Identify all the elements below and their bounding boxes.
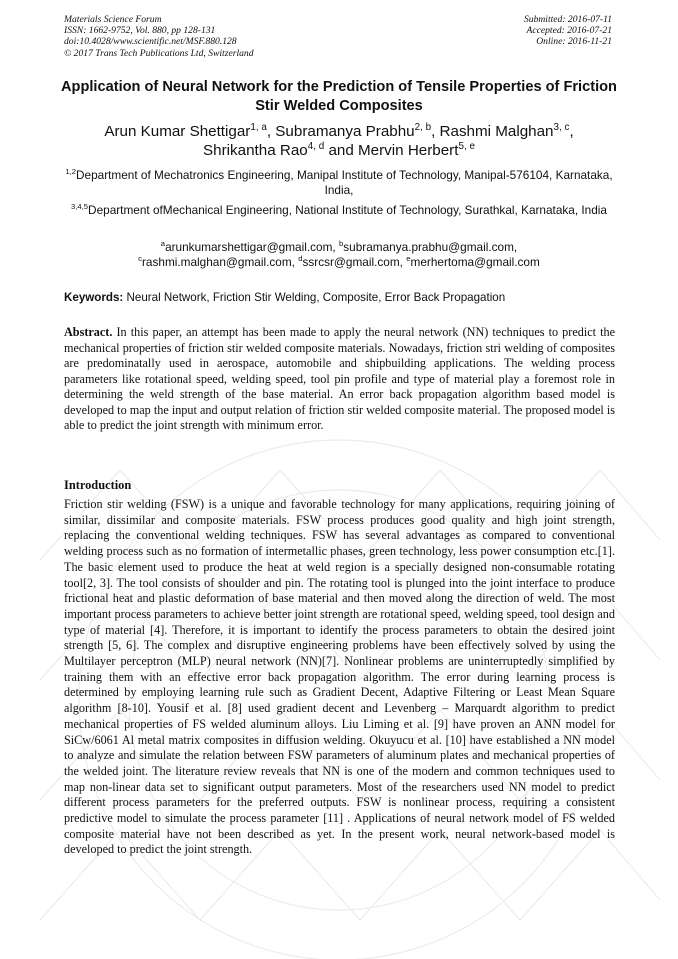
submitted-date: Submitted: 2016-07-11: [523, 14, 612, 25]
affiliation-sup: 3,4,5: [71, 202, 89, 212]
author-sup: 1, a: [250, 121, 267, 133]
author-name: Subramanya Prabhu: [275, 123, 415, 140]
email-link[interactable]: ssrcsr@gmail.com,: [302, 255, 403, 269]
affiliation-sup: 1,2: [65, 167, 76, 177]
section-heading-introduction: Introduction: [64, 478, 132, 492]
journal-name: Materials Science Forum: [64, 14, 162, 25]
keywords: [64, 291, 616, 305]
author-emails: $^a$arunkumarshettigar@gmail.com, $^b$subramanya.prabhu@gmail.com, $^c$rashmi.malghan@gmail.com, $^d$ssrcsr@gmail.com, $^e$merhertoma@gmail.com: [138, 239, 540, 269]
affiliation-1: [60, 168, 618, 197]
affiliation-2: [60, 203, 618, 218]
abstract: [64, 325, 615, 434]
author-name: Mervin Herbert: [358, 142, 459, 159]
keywords-text: Neural Network, Friction Stir Welding, Composite, Error Back Propagation: [126, 291, 506, 304]
journal-issn: ISSN: 1662-9752, Vol. 880, pp 128-131: [64, 25, 216, 37]
affiliation-text: Department of Mechatronics Engineering, Manipal Institute of Technology, Manipal-576104, Karnataka, India,: [76, 168, 613, 197]
abstract-text: In this paper, an attempt has been made to apply the neural network (NN) techniques to predict the mechanical properties of friction stir welded composite materials. Nowadays, friction stri welding of composites are predominatally used in aerospace, automobile and shipbuilding applications. The welding process parameters like rotational speed, welding speed, tool pin profile and type of material play a foremost role in determining the weld strength of the base material. An error back propagation algorithm based model is developed to map the input and output relation of friction stir welded composite material. The proposed model is able to predict the joint strength with minimum error.: [64, 325, 615, 432]
author-sup: 4, d: [307, 140, 325, 152]
email-link[interactable]: subramanya.prabhu@gmail.com,: [343, 240, 518, 254]
author-sup: 2, b: [414, 121, 432, 133]
email-link[interactable]: merhertoma@gmail.com: [410, 255, 540, 269]
affiliation-text: Department ofMechanical Engineering, National Institute of Technology, Surathkal, Karnataka, India: [88, 203, 607, 217]
author-list: Arun Kumar Shettigar$^{1, a}$, Subramanya Prabhu$^{2, b}$, Rashmi Malghan$^{3, c}$, Shrikantha Rao$^{4, d}$ and Mervin Herbert$^{5, e}$: [104, 121, 574, 159]
introduction-text: Friction stir welding (FSW) is a unique and favorable technology for many applications, requiring joining of similar, dissimilar and composite materials. FSW process produces good quality and high joint strength, replacing the conventional welding techniques. FSW has several advantages as compared to conventional welding process such as no formation of intermetallic phases, green technology, less power consumption etc.[1]. The basic element used to produce the heat at weld region is a specially designed non-consumable rotating tool[2, 3]. The tool consists of shoulder and pin. The rotating tool is plunged into the joint interface to produce frictional heat and plastic deformation of base material and then moved along the direction of weld. The most important process parameters to achieve better joint strength are rotational speed, welding speed, tool design and type of material [4]. Therefore, it is important to identify the process parameters to obtain the desired joint strength [5, 6]. The complex and disruptive engineering problems have been effectively solved by using the Multilayer perceptron (MLP) neural network (NN)[7]. Nonlinear problems are uninterruptedly simplified by training them with an effective error back propagation algorithm. The error during learning process is determined by employing learning rule such as Gradient Decent, Adaptive Filtering or Least Mean Square algorithm [8-10]. Yousif et al. [8] used gradient decent and Levenberg – Marquardt algorithm to predict mechanical properties of FS welded aluminum alloys. Liu Liming et al. [9] have proven an ANN model for SiCw/6061 Al metal matrix composites in diffusion welding. Okuyucu et al. [10] have established a NN model to analyze and simulate the relation between FSW parameters of aluminum plates and mechanical properties of the welded joint. The literature review reveals that NN is one of the modern and common techniques used to map non-linear data set to significant output parameters. Most of the researchers used NN model to predict different process parameters for the preferred outputs. FSW is nonlinear process, requiring a consistent predictive model to simulate the process parameter [11] . Applications of neural network model of FS welded composite material have not been described as yet. In the present work, neural network-based model is developed to predict the joint strength.: [64, 497, 615, 857]
online-date: Online: 2016-11-21: [536, 36, 612, 48]
email-link[interactable]: arunkumarshettigar@gmail.com,: [165, 240, 336, 254]
author-name: Shrikantha Rao: [203, 142, 308, 159]
author-name: Arun Kumar Shettigar: [104, 123, 251, 140]
journal-doi: doi:10.4028/www.scientific.net/MSF.880.128: [64, 36, 237, 48]
email-link[interactable]: rashmi.malghan@gmail.com,: [142, 255, 295, 269]
accepted-date: Accepted: 2016-07-21: [526, 25, 612, 37]
journal-copyright: © 2017 Trans Tech Publications Ltd, Switzerland: [64, 47, 254, 59]
publication-dates: [524, 14, 612, 48]
author-sup: 3, c: [553, 121, 570, 133]
keywords-label: Keywords:: [64, 291, 124, 304]
author-conjunction: and: [328, 142, 354, 159]
author-sup: 5, e: [458, 140, 475, 152]
paper-title: Application of Neural Network for the Prediction of Tensile Properties of Friction Stir Welded Composites: [61, 79, 617, 114]
abstract-label: Abstract.: [64, 325, 113, 339]
journal-info: [64, 14, 254, 59]
author-name: Rashmi Malghan: [439, 123, 554, 140]
